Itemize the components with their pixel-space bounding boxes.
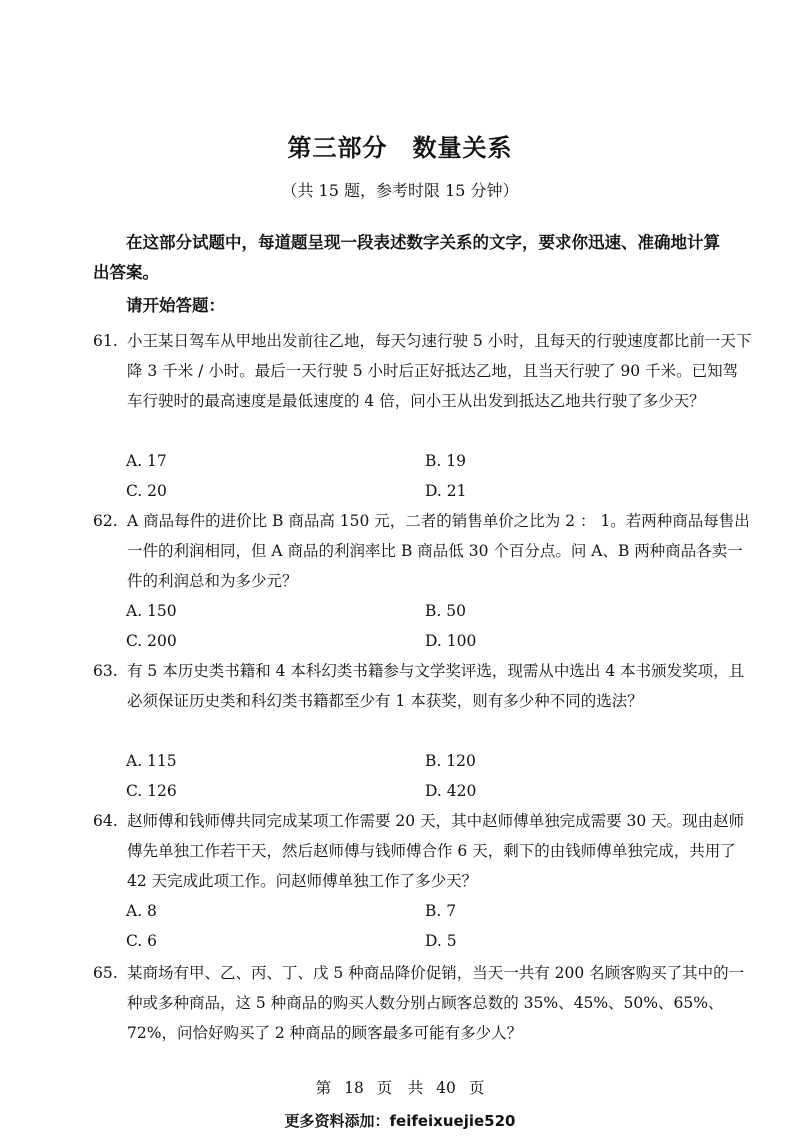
question-number: 61.: [93, 332, 118, 350]
option-a: A. 17: [126, 452, 167, 470]
promo-line: 更多资料添加：feifeixuejie520: [284, 1112, 516, 1130]
question-text: 赵师傅和钱师傅共同完成某项工作需要 20 天，其中赵师傅单独完成需要 30 天。现由赵师傅先单独工作若干天，然后赵师傅与钱师傅合作 6 天，剩下的由钱师傅单独完成，共用了 42 天完成此项工作。问赵师傅单独工作了多少天？: [127, 812, 745, 890]
option-a: A. 8: [126, 902, 157, 920]
page-number: 第 18 页 共 40 页: [315, 1079, 485, 1097]
option-d: D. 100: [425, 632, 477, 650]
option-a: A. 150: [126, 602, 177, 620]
question-65: [93, 958, 753, 1048]
question-text: 有 5 本历史类书籍和 4 本科幻类书籍参与文学奖评选，现需从中选出 4 本书颁发奖项，且必须保证历史类和科幻类书籍都至少有 1 本获奖，则有多少种不同的选法？: [127, 662, 745, 710]
option-d: D. 21: [425, 482, 467, 500]
option-c: C. 200: [126, 632, 177, 650]
question-number: 62.: [93, 512, 118, 530]
start-prompt: 请开始答题：: [126, 296, 225, 315]
question-63: [93, 656, 753, 716]
section-title: 第三部分 数量关系: [287, 134, 513, 162]
option-d: D. 420: [425, 782, 477, 800]
option-b: B. 50: [425, 602, 466, 620]
question-text: 小王某日驾车从甲地出发前往乙地，每天匀速行驶 5 小时，且每天的行驶速度都比前一天下降 3 千米 / 小时。最后一天行驶 5 小时后正好抵达乙地，且当天行驶了 90 千米。已知驾车行驶时的最高速度是最低速度的 4 倍，问小王从出发到抵达乙地共行驶了多少天？: [127, 332, 752, 410]
question-number: 65.: [93, 964, 118, 982]
question-62: [93, 506, 753, 596]
option-b: B. 19: [425, 452, 466, 470]
option-c: C. 20: [126, 482, 167, 500]
question-number: 64.: [93, 812, 118, 830]
section-subtitle: （共 15 题，参考时限 15 分钟）: [281, 181, 519, 200]
option-b: B. 7: [425, 902, 457, 920]
question-61: [93, 326, 753, 416]
section-intro: 在这部分试题中，每道题呈现一段表述数字关系的文字，要求你迅速、准确地计算出答案。: [93, 233, 720, 282]
question-text: 某商场有甲、乙、丙、丁、戊 5 种商品降价促销，当天一共有 200 名顾客购买了其中的一种或多种商品，这 5 种商品的购买人数分别占顾客总数的 35%、45%、50%、65%、72%，问恰好购买了 2 种商品的顾客最多可能有多少人？: [127, 964, 745, 1042]
question-text: A 商品每件的进价比 B 商品高 150 元，二者的销售单价之比为 2 ： 1。若两种商品每售出一件的利润相同，但 A 商品的利润率比 B 商品低 30 个百分点。问 A、B 两种商品各卖一件的利润总和为多少元？: [127, 512, 750, 590]
question-64: [93, 806, 753, 896]
option-b: B. 120: [425, 752, 476, 770]
option-c: C. 126: [126, 782, 177, 800]
option-d: D. 5: [425, 932, 457, 950]
question-number: 63.: [93, 662, 118, 680]
option-c: C. 6: [126, 932, 158, 950]
option-a: A. 115: [126, 752, 177, 770]
